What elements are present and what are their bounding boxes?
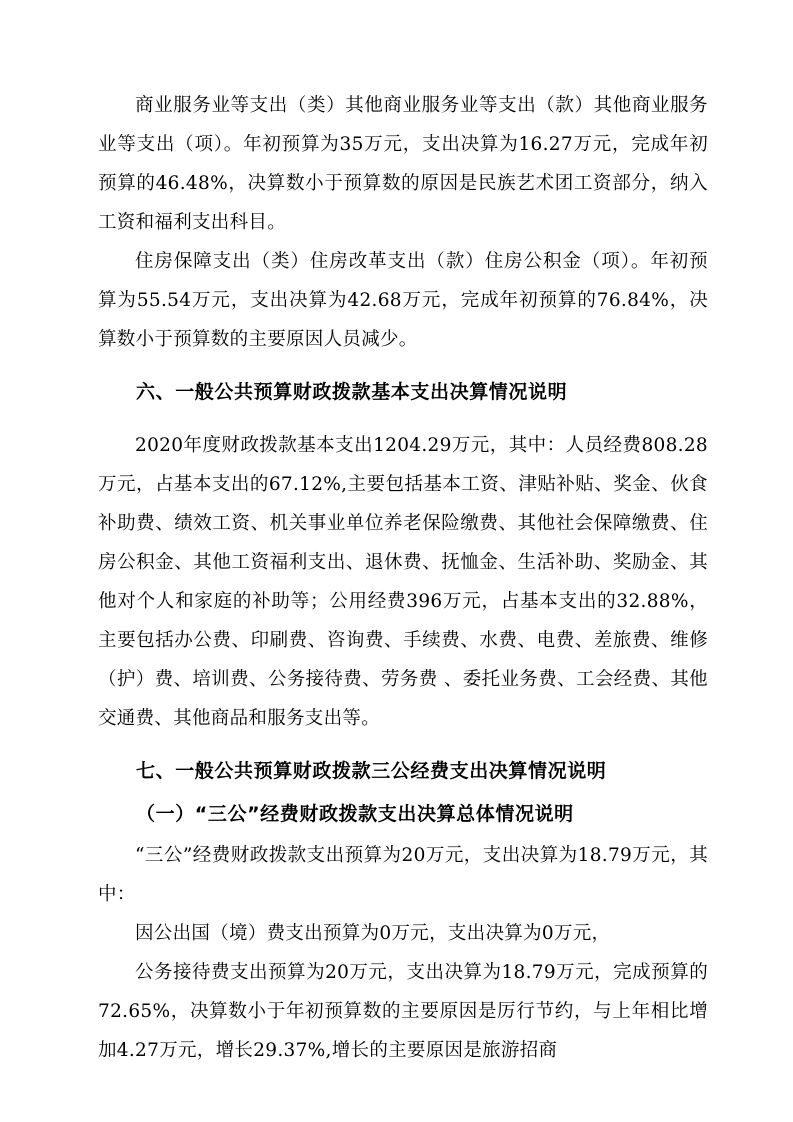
paragraph-commercial-services: 商业服务业等支出（类）其他商业服务业等支出（款）其他商业服务业等支出（项）。年初预算为35万元，支出决算为16.27万元，完成年初预算的46.48%，决算数小于预算数的原因是民族艺术团工资部分，纳入工资和福利支出科目。 [98, 95, 708, 233]
paragraph-housing-security: 住房保障支出（类）住房改革支出（款）住房公积金（项）。年初预算为55.54万元，支出决算为42.68万元，完成年初预算的76.84%，决算数小于预算数的主要原因人员减少。 [98, 251, 708, 350]
section-heading-7: 七、一般公共预算财政拨款三公经费支出决算情况说明 [136, 760, 607, 782]
paragraph-three-public-total: “三公”经费财政拨款支出预算为20万元，支出决算为18.79万元，其中： [98, 845, 708, 905]
section-heading-6: 六、一般公共预算财政拨款基本支出决算情况说明 [136, 381, 568, 403]
document-body [98, 86, 708, 1070]
paragraph-overseas-travel: 因公出国（境）费支出预算为0万元，支出决算为0万元， [135, 923, 611, 944]
subsection-heading-1: （一）“三公”经费财政拨款支出决算总体情况说明 [136, 803, 574, 825]
paragraph-basic-expenditure: 2020年度财政拨款基本支出1204.29万元，其中：人员经费808.28万元，占基本支出的67.12%,主要包括基本工资、津贴补贴、奖金、伙食补助费、绩效工资、机关事业单位养老保险缴费、其他社会保障缴费、住房公积金、其他工资福利支出、退休费、抚恤金、生活补助、奖励金、其他对个人和家庭的补助等；公用经费396万元，占基本支出的32.88%，主要包括办公费、印刷费、咨询费、手续费、水费、电费、差旅费、维修（护）费、培训费、公务接待费、劳务费 、委托业务费、工会经费、其他交通费、其他商品和服务支出等。 [98, 435, 708, 729]
paragraph-official-reception: 公务接待费支出预算为20万元，支出决算为18.79万元，完成预算的72.65%，决算数小于年初预算数的主要原因是厉行节约，与上年相比增加4.27万元，增长29.37%,增长的主要原因是旅游招商 [98, 962, 708, 1061]
